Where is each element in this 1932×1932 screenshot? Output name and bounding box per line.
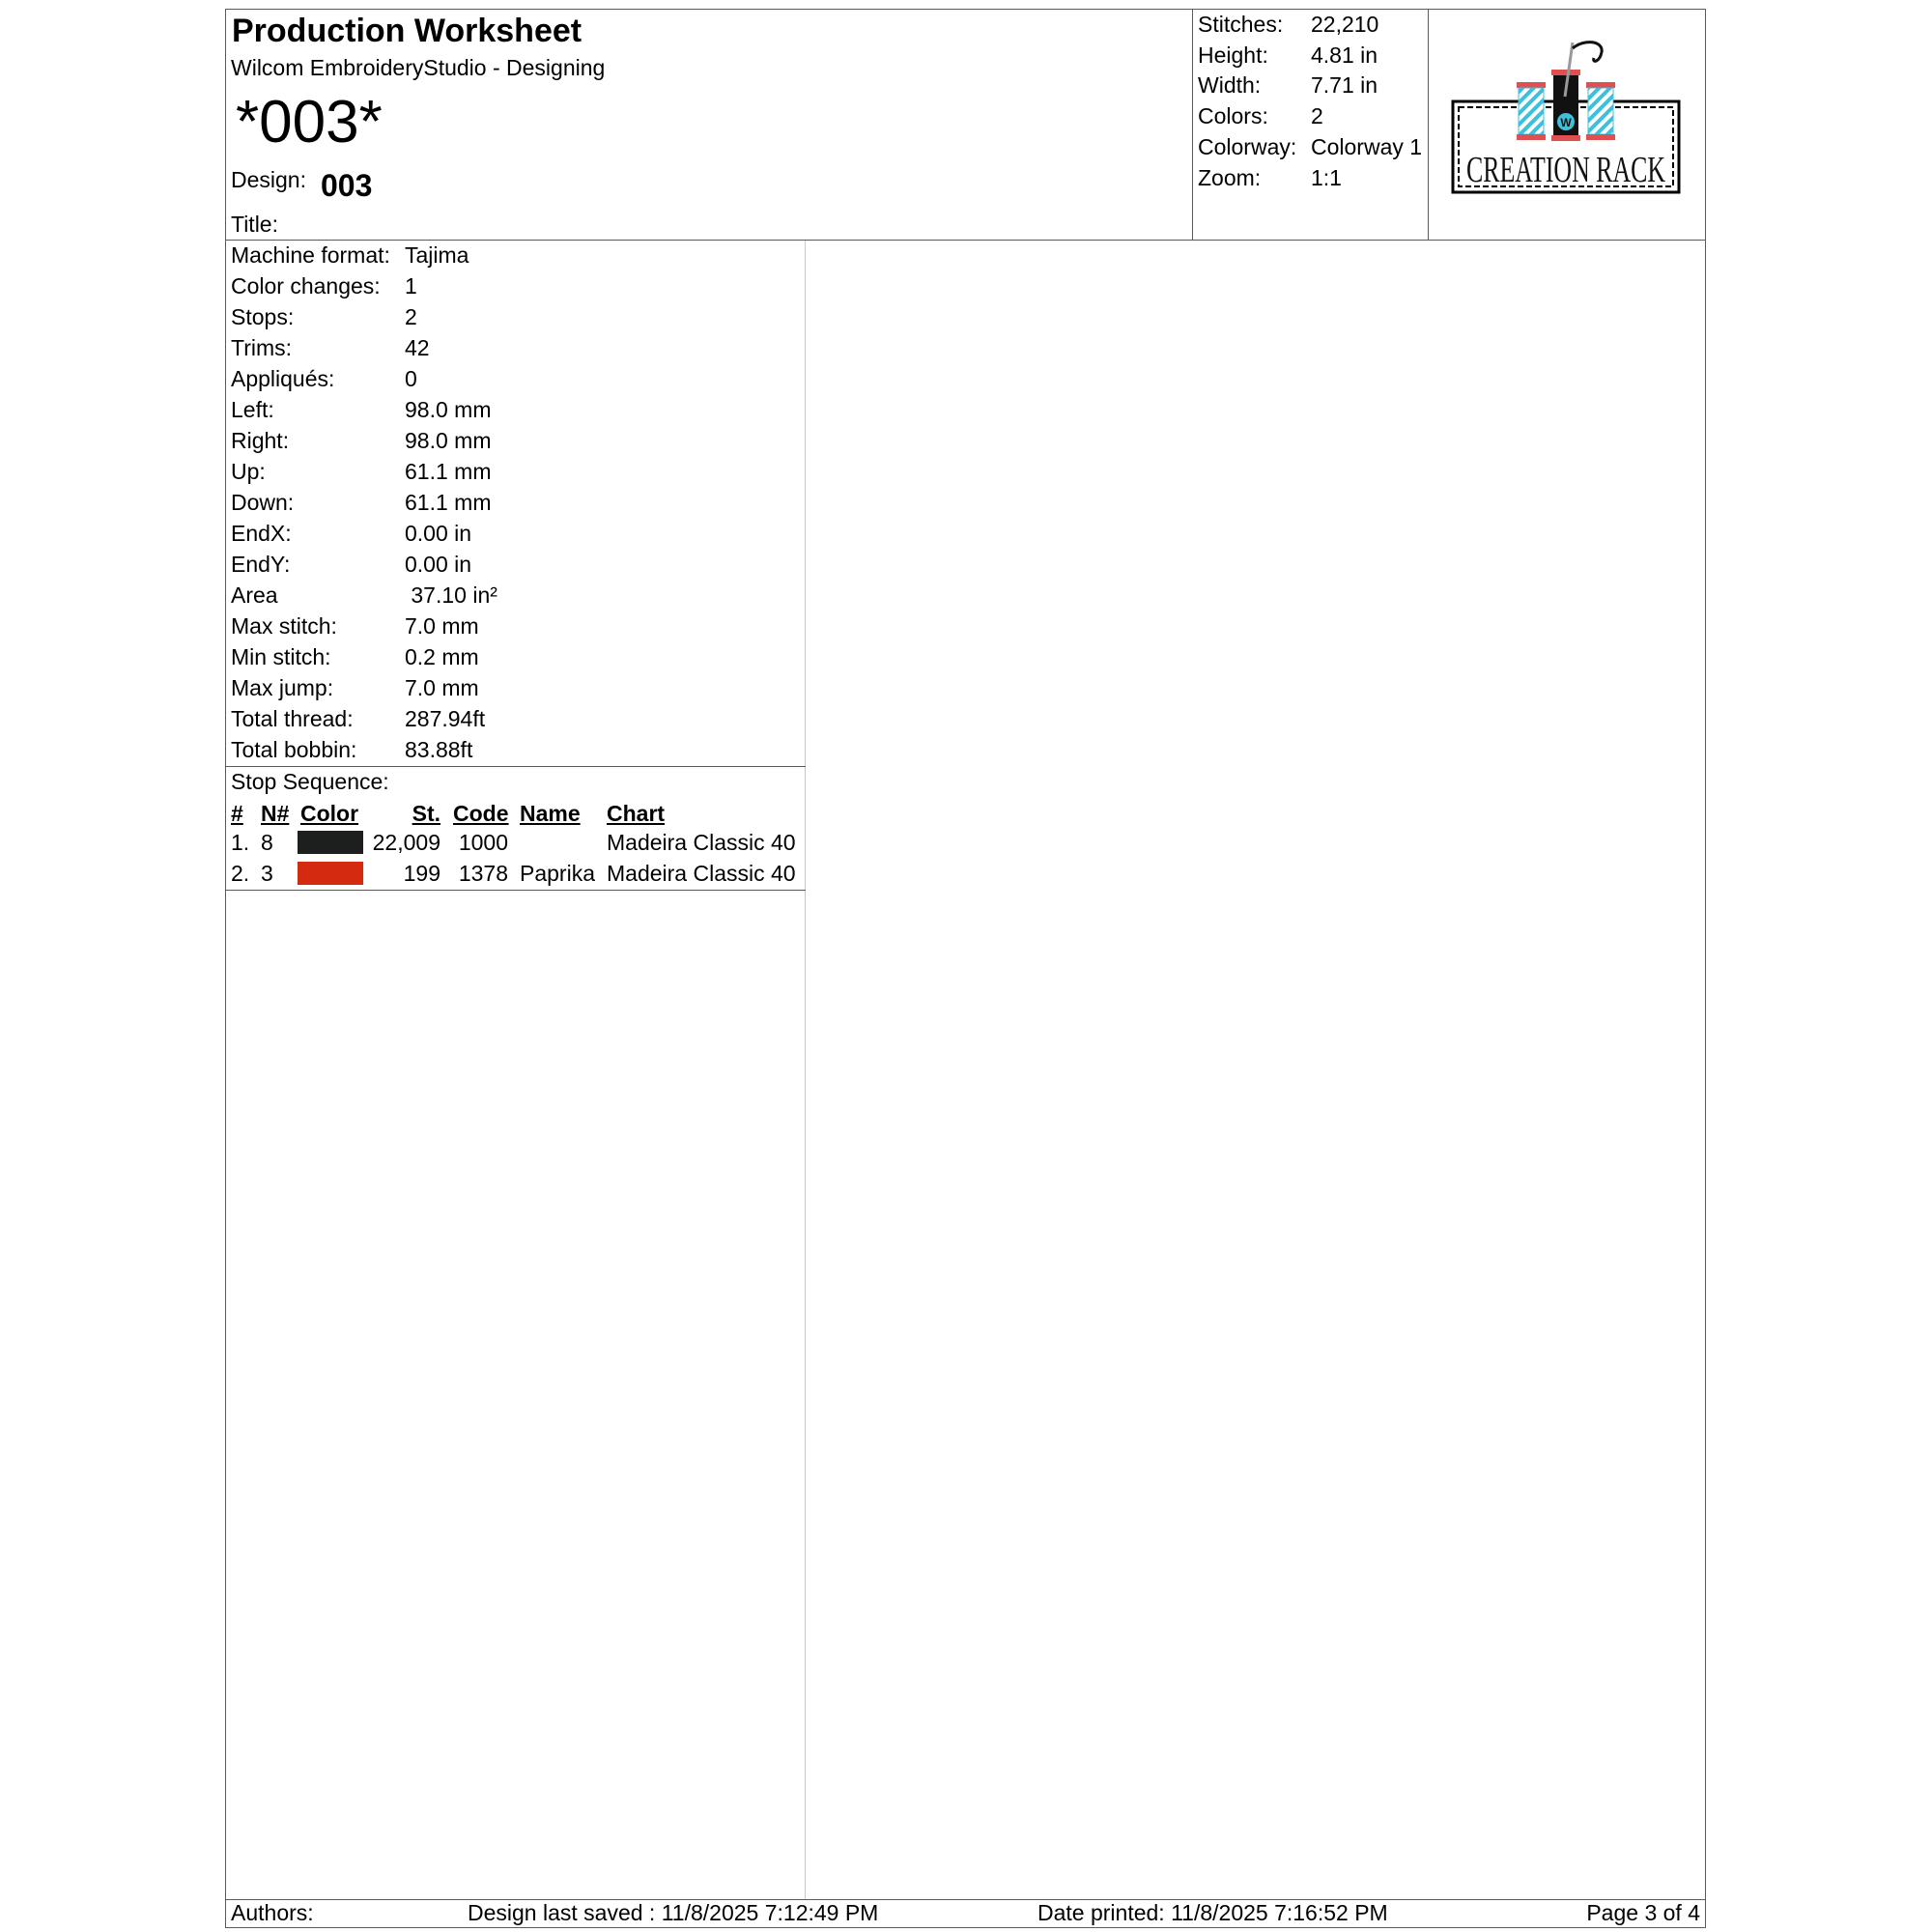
detail-value: 61.1 mm: [405, 459, 492, 484]
stop-sequence-title: Stop Sequence:: [231, 769, 389, 794]
detail-value: 7.0 mm: [405, 613, 479, 639]
footer-divider: [225, 1899, 1706, 1900]
row-num: 1.: [231, 830, 250, 855]
worksheet-frame: [225, 9, 1706, 1928]
detail-value: 37.10 in²: [405, 582, 497, 608]
detail-label: Up:: [231, 459, 266, 484]
stat-label: Height:: [1198, 43, 1268, 68]
stat-label: Stitches:: [1198, 12, 1284, 37]
stat-value: 7.71 in: [1311, 72, 1378, 98]
header-divider: [225, 240, 1706, 241]
stat-value: 1:1: [1311, 165, 1342, 190]
detail-value: 0.2 mm: [405, 644, 479, 669]
svg-text:W: W: [1560, 116, 1572, 129]
design-value: 003: [321, 168, 373, 203]
col-header-name: Name: [520, 801, 581, 826]
detail-value: Tajima: [405, 242, 469, 268]
detail-label: Color changes:: [231, 273, 381, 298]
design-label: Design:: [231, 167, 306, 192]
logo-wordmark: CREATION RACK: [1466, 150, 1666, 190]
row-name: Paprika: [520, 861, 595, 886]
detail-label: Max stitch:: [231, 613, 337, 639]
stat-value: 2: [1311, 103, 1323, 128]
page-title: Production Worksheet: [232, 13, 582, 49]
detail-value: 1: [405, 273, 417, 298]
detail-value: 83.88ft: [405, 737, 473, 762]
detail-label: Appliqués:: [231, 366, 335, 391]
stat-label: Colorway:: [1198, 134, 1297, 159]
detail-value: 7.0 mm: [405, 675, 479, 700]
col-header-needle: N#: [261, 801, 290, 826]
details-divider: [805, 241, 806, 1899]
detail-value: 0.00 in: [405, 521, 472, 546]
stat-value: Colorway 1: [1311, 134, 1423, 159]
detail-label: Max jump:: [231, 675, 334, 700]
footer-last-saved: Design last saved : 11/8/2025 7:12:49 PM: [468, 1900, 879, 1925]
stops-bottom-line: [225, 890, 806, 891]
detail-value: 0: [405, 366, 417, 391]
spools-icon: [1449, 39, 1685, 198]
detail-value: 287.94ft: [405, 706, 486, 731]
row-needle: 3: [261, 861, 273, 886]
software-subtitle: Wilcom EmbroideryStudio - Designing: [231, 55, 606, 80]
row-num: 2.: [231, 861, 250, 886]
stats-divider: [1192, 9, 1193, 241]
details-bottom-line: [225, 766, 806, 767]
detail-value: 98.0 mm: [405, 428, 492, 453]
detail-label: Total bobbin:: [231, 737, 357, 762]
detail-label: Trims:: [231, 335, 293, 360]
detail-value: 42: [405, 335, 430, 360]
footer-authors: Authors:: [231, 1900, 314, 1925]
detail-label: Down:: [231, 490, 295, 515]
detail-value: 61.1 mm: [405, 490, 492, 515]
color-swatch: [298, 831, 363, 854]
detail-value: 0.00 in: [405, 552, 472, 577]
detail-label: Machine format:: [231, 242, 390, 268]
col-header-color: Color: [300, 801, 359, 826]
detail-label: Area: [231, 582, 278, 608]
col-header-num: #: [231, 801, 243, 826]
title-label: Title:: [231, 212, 278, 237]
detail-label: EndY:: [231, 552, 291, 577]
col-header-code: Code: [453, 801, 509, 826]
creation-rack-logo: [1449, 39, 1685, 198]
footer-page-number: Page 3 of 4: [1586, 1900, 1700, 1925]
stat-label: Colors:: [1198, 103, 1268, 128]
detail-label: Left:: [231, 397, 274, 422]
row-chart: Madeira Classic 40: [607, 861, 796, 886]
stat-value: 22,210: [1311, 12, 1379, 37]
design-big-name: *003*: [236, 89, 383, 156]
detail-label: Right:: [231, 428, 290, 453]
stat-label: Width:: [1198, 72, 1262, 98]
row-stitches: 22,009: [372, 830, 440, 855]
col-header-stitches: St.: [412, 801, 440, 826]
row-stitches: 199: [403, 861, 440, 886]
row-needle: 8: [261, 830, 273, 855]
detail-label: Min stitch:: [231, 644, 331, 669]
detail-value: 98.0 mm: [405, 397, 492, 422]
detail-label: Total thread:: [231, 706, 354, 731]
footer-date-printed: Date printed: 11/8/2025 7:16:52 PM: [1037, 1900, 1388, 1925]
logo-divider: [1428, 9, 1429, 241]
detail-label: Stops:: [231, 304, 295, 329]
color-swatch: [298, 862, 363, 885]
detail-label: EndX:: [231, 521, 292, 546]
row-code: 1378: [458, 861, 508, 886]
detail-value: 2: [405, 304, 417, 329]
row-chart: Madeira Classic 40: [607, 830, 796, 855]
row-code: 1000: [458, 830, 508, 855]
col-header-chart: Chart: [607, 801, 666, 826]
stat-label: Zoom:: [1198, 165, 1262, 190]
stat-value: 4.81 in: [1311, 43, 1378, 68]
